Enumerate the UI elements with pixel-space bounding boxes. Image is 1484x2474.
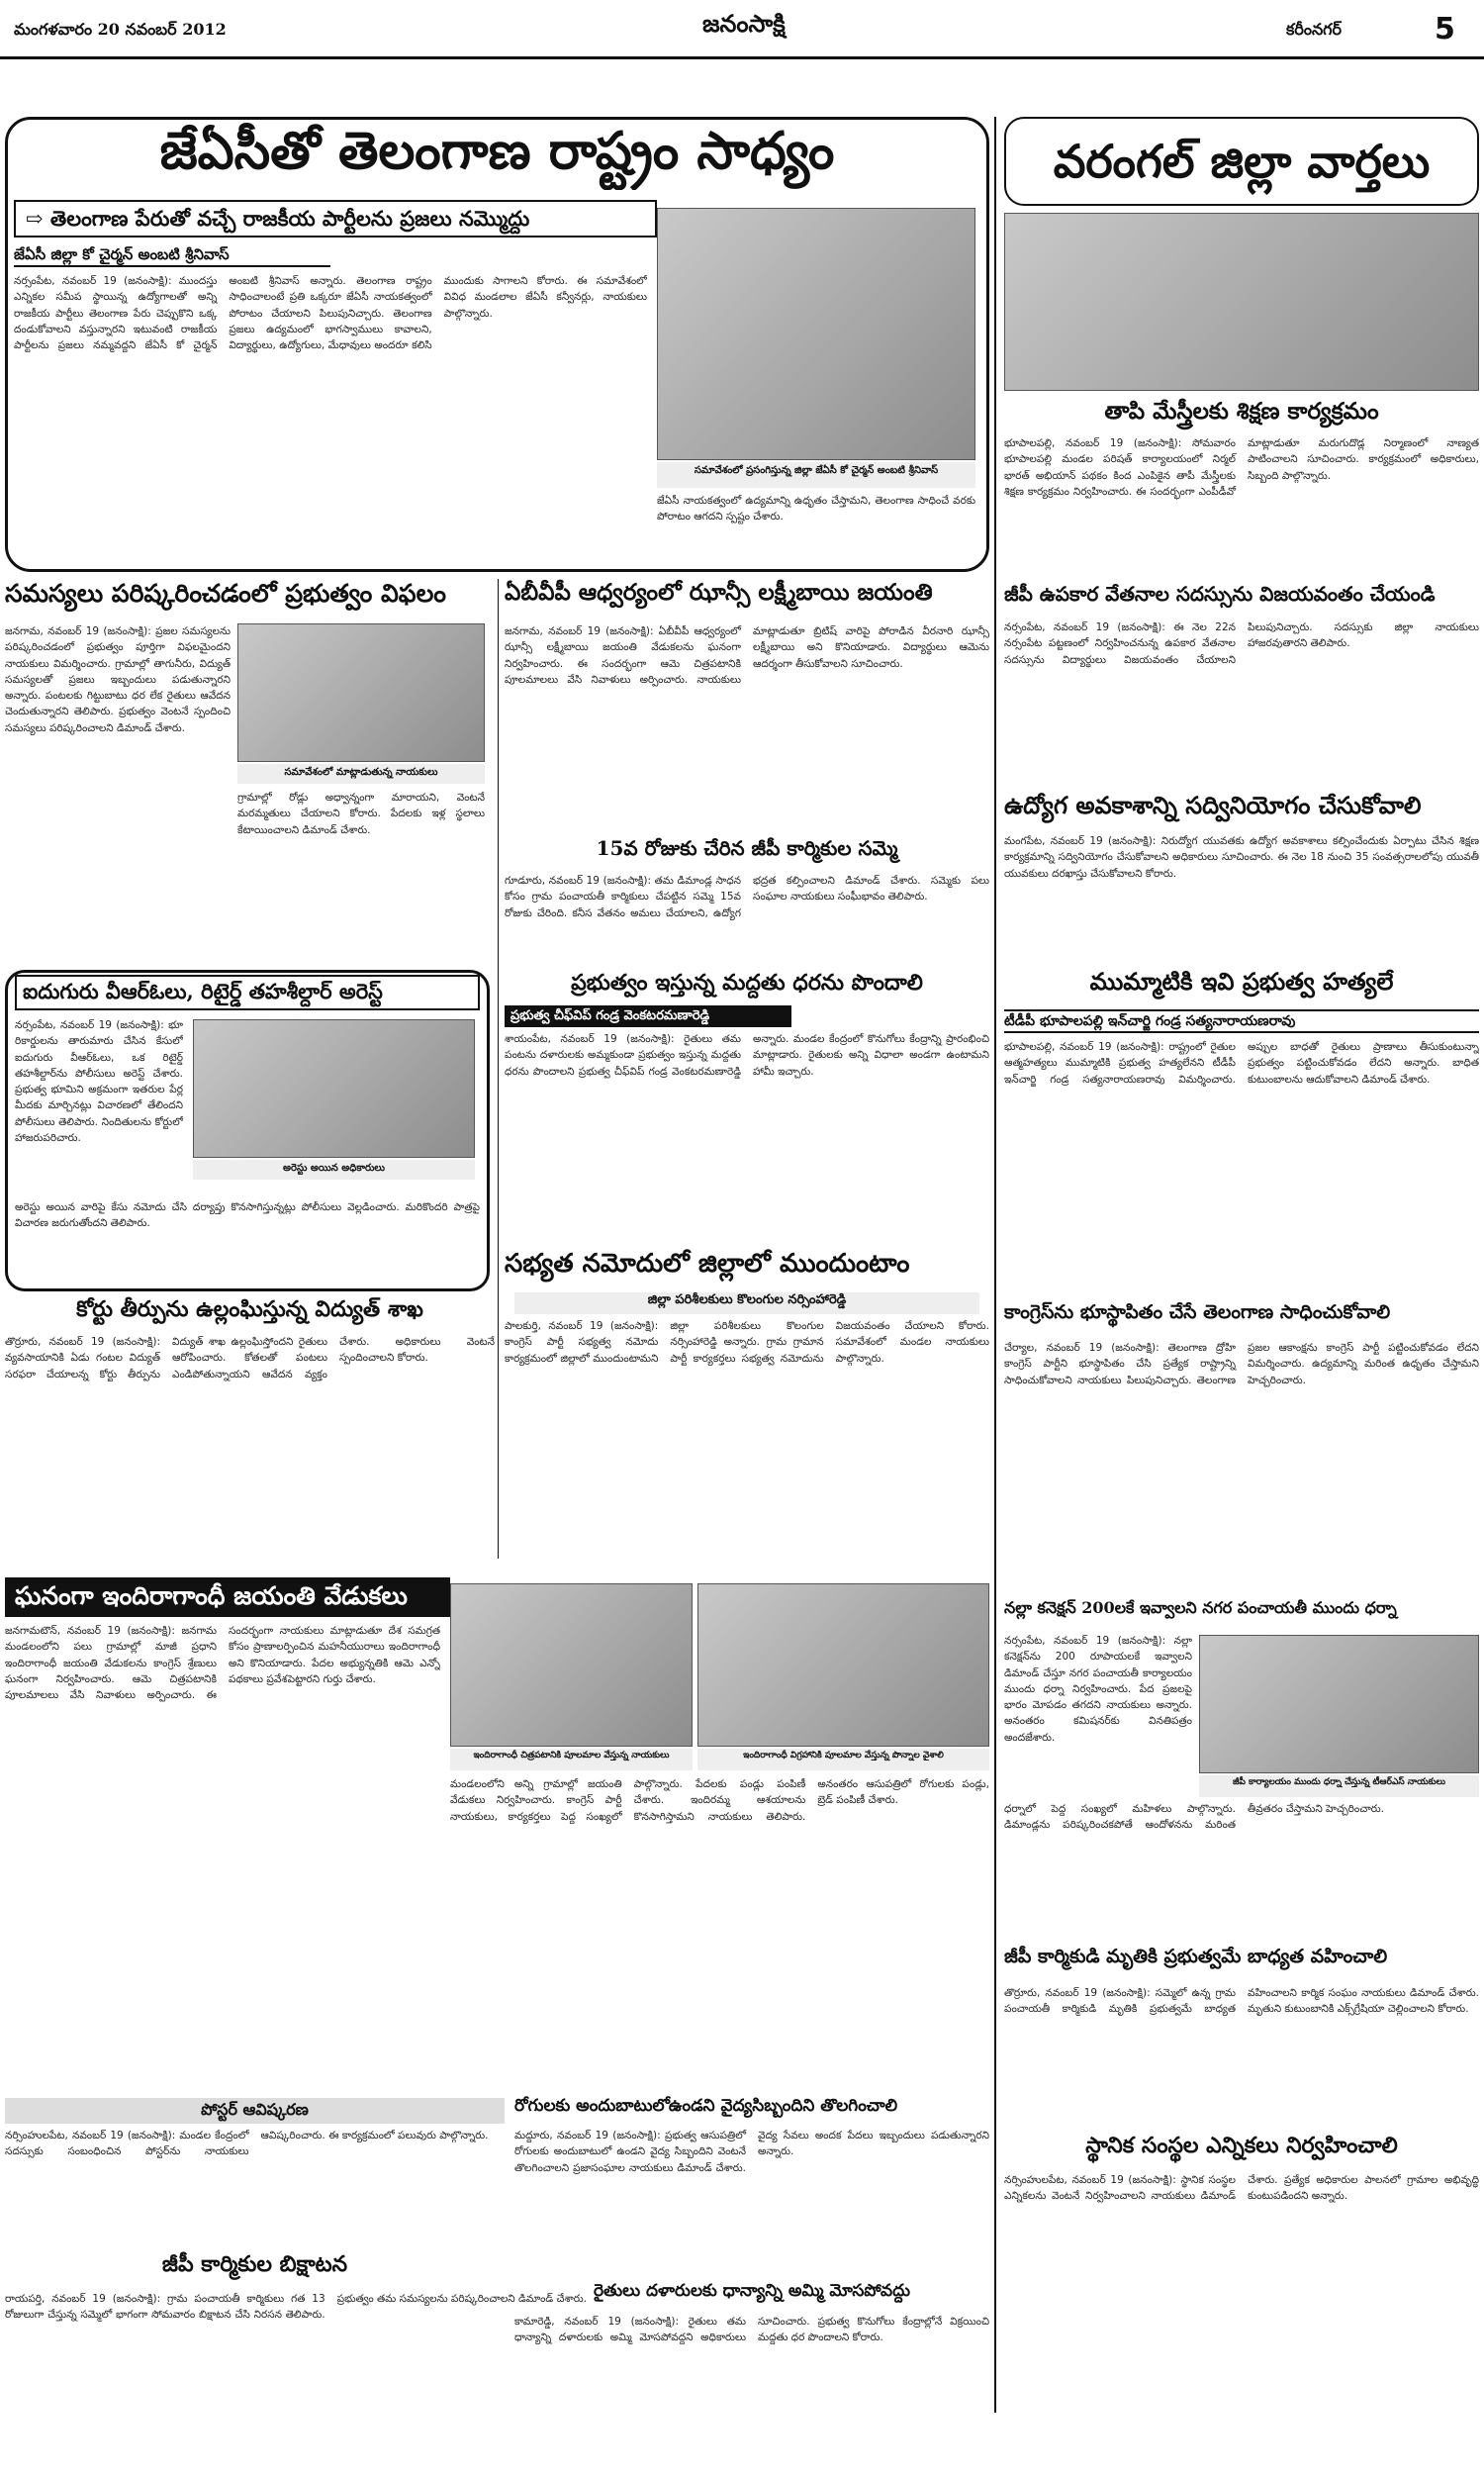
traders-text: కామారెడ్డి, నవంబర్ 19 (జనంసాక్షి): రైతులు తమ ధాన్యాన్ని దళారులకు అమ్మి మోసపోవద్దని అధికారులు సూచించారు. ప్రభుత్వ కొనుగోలు కేంద్రాల్లోనే విక్రయించి మద్దతు ధర పొందాలని కోరారు.	[514, 2316, 989, 2344]
arrest-article-cont: అరెస్టు అయిన వారిపై కేసు నమోదు చేసి దర్యాప్తు కొనసాగిస్తున్నట్లు పోలీసులు వెల్లడించారు. మరికొందరి పాత్రపై విచారణ జరుగుతోందని తెలిపారు.	[15, 1201, 480, 1230]
jhansi-head: ఏబీవీపీ ఆధ్వర్యంలో ఝాన్సీ లక్ష్మీబాయి జయంతి	[505, 579, 933, 606]
decency-head: సభ్యత నమోదులో జిల్లాలో ముందుంటాం	[505, 1249, 910, 1279]
strike-text: గూడూరు, నవంబర్ 19 (జనంసాక్షి): తమ డిమాండ్ల సాధన కోసం గ్రామ పంచాయతీ కార్మికులు చేపట్టిన సమ్మె 15వ రోజుకు చేరింది. కనీస వేతనం అమలు చేయాలని, ఉద్యోగ భద్రత కల్పించాలని డిమాండ్ చేశారు. సమ్మెకు పలు సంఘాల నాయకులు సంఘీభావం తెలిపారు.	[505, 875, 989, 919]
jhansi-article	[505, 623, 989, 831]
edition-name: కరీంనగర్	[1286, 20, 1343, 39]
killings-head: ముమ్మాటికి ఇవి ప్రభుత్వ హత్యలే	[1089, 968, 1394, 996]
column-rule	[498, 579, 499, 1559]
local-text: నర్సింహులపేట, నవంబర్ 19 (జనంసాక్షి): స్థానిక సంస్థల ఎన్నికలను వెంటనే నిర్వహించాలని నాయకులు డిమాండ్ చేశారు. ప్రత్యేక అధికారుల పాలనలో గ్రామాల అభివృద్ధి కుంటుపడిందని అన్నారు.	[1004, 2174, 1479, 2203]
nalla-article	[1004, 1633, 1192, 1791]
poster-article	[5, 2128, 505, 2246]
lead-photo	[657, 208, 975, 460]
indira-text: జనగామటౌన్, నవంబర్ 19 (జనంసాక్షి): జనగామ మండలంలోని పలు గ్రామాల్లో మాజీ ప్రధాని ఇందిరాగాంధీ జయంతి వేడుకలను కాంగ్రెస్ శ్రేణులు ఘనంగా నిర్వహించారు. ఆమె చిత్రపటానికి పూలమాలలు వేసి నివాళులు అర్పించారు. ఈ సందర్భంగా నాయకులు మాట్లాడుతూ దేశ సమగ్రత కోసం ప్రాణాలర్పించిన మహనీయురాలు ఇందిరాగాంధీ అని కొనియాడారు. పేదల అభ్యున్నతికి ఆమె ఎన్నో పథకాలు ప్రవేశపెట్టారని గుర్తు చేశారు.	[5, 1625, 440, 1702]
indira-photo-1	[450, 1583, 693, 1747]
arrow-icon: ⇨	[26, 206, 50, 231]
warangal-story3-head: ఉద్యోగ అవకాశాన్ని సద్వినియోగం చేసుకోవాలి	[1004, 792, 1422, 819]
arrest-article	[15, 1017, 183, 1195]
newspaper-logo: జనంసాక్షి	[702, 10, 786, 38]
gp-death-text: తొర్రూరు, నవంబర్ 19 (జనంసాక్షి): సమ్మెలో ఉన్న గ్రామ పంచాయతీ కార్మికుడి మృతికి ప్రభుత్వమే బాధ్యత వహించాలని కార్మిక సంఘం నాయకులు డిమాండ్ చేశారు. మృతుని కుటుంబానికి ఎక్స్‌గ్రేషియా చెల్లించాలని కోరారు.	[1004, 1987, 1479, 2016]
arrest-text: నర్సంపేట, నవంబర్ 19 (జనంసాక్షి): భూ రికార్డులను తారుమారు చేసిన కేసులో ఐదుగురు వీఆర్ఓలు, ఒక రిటైర్డ్ తహశీల్దార్‌ను పోలీసులు అరెస్ట్ చేశారు. ప్రభుత్వ భూమిని అక్రమంగా ఇతరుల పేర్ల మీదకు మార్చినట్లు విచారణలో తేలిందని పోలీసులు తెలిపారు. నిందితులను కోర్టులో హాజరుపరిచారు.	[15, 1019, 183, 1144]
nalla-text: నర్సంపేట, నవంబర్ 19 (జనంసాక్షి): నల్లా కనెక్షన్‌ను 200 రూపాయలకే ఇవ్వాలని డిమాండ్ చేస్తూ నగర పంచాయతీ కార్యాలయం ముందు ధర్నా నిర్వహించారు. పేద ప్రజలపై భారం మోపడం తగదని నాయకులు అన్నారు. అనంతరం కమిషనర్‌కు వినతిపత్రం అందజేశారు.	[1004, 1635, 1192, 1744]
warangal-story1-text: భూపాలపల్లి, నవంబర్ 19 (జనంసాక్షి): సోమవారం భూపాలపల్లి మండల పరిషత్ కార్యాలయంలో నిర్మల్ భారత్ అభియాన్ పథకం కింద ఎంపికైన తాపీ మేస్త్రీలకు శిక్షణ కార్యక్రమం నిర్వహించారు. ఈ సందర్భంగా ఎంపీడీవో మాట్లాడుతూ మరుగుదొడ్ల నిర్మాణంలో నాణ్యత పాటించాలని సూచించారు. కార్యక్రమంలో అధికారులు, సిబ్బంది పాల్గొన్నారు.	[1004, 437, 1479, 498]
indira-article	[5, 1623, 440, 2068]
local-head: స్థానిక సంస్థల ఎన్నికలు నిర్వహించాలి	[1085, 2133, 1398, 2158]
failure-text: జనగామ, నవంబర్ 19 (జనంసాక్షి): ప్రజల సమస్యలను పరిష్కరించడంలో ప్రభుత్వం పూర్తిగా విఫలమైందని నాయకులు విమర్శించారు. గ్రామాల్లో తాగునీరు, విద్యుత్ సమస్యలతో ప్రజలు ఇబ్బందులు పడుతున్నారని అన్నారు. పంటలకు గిట్టుబాటు ధర లేక రైతులు ఆవేదన చెందుతున్నారని తెలిపారు. ప్రభుత్వం వెంటనే స్పందించి సమస్యలు పరిష్కరించాలని డిమాండ్ చేశారు.	[5, 625, 231, 734]
diseases-article	[514, 2128, 989, 2276]
gp-workers-head: జీపీ కార్మికుల బిక్షాటన	[161, 2251, 348, 2277]
traders-article	[514, 2314, 989, 2423]
support-text: శాయంపేట, నవంబర్ 19 (జనంసాక్షి): రైతులు తమ పంటను దళారులకు అమ్మకుండా ప్రభుత్వం ఇస్తున్న మద్దతు ధరను పొందాలని ప్రభుత్వ చీఫ్‌విప్ గండ్ర వెంకటరమణారెడ్డి అన్నారు. మండల కేంద్రంలో కొనుగోలు కేంద్రాన్ని ప్రారంభించి మాట్లాడారు. రైతులకు అన్ని విధాలా అండగా ఉంటామని హామీ ఇచ్చారు.	[505, 1033, 989, 1078]
issue-date: మంగళవారం 20 నవంబర్ 2012	[14, 20, 227, 39]
strike-article	[505, 873, 989, 962]
killings-tag: టీడీపీ భూపాలపల్లి ఇన్‌చార్జి గండ్ర సత్యనారాయణరావు	[1004, 1009, 1479, 1033]
indira-head: ఘనంగా ఇందిరాగాంధీ జయంతి వేడుకలు	[5, 1577, 450, 1617]
warangal-story1	[1004, 435, 1479, 574]
masthead	[0, 0, 1484, 59]
lead-subheadline: తెలంగాణ పేరుతో వచ్చే రాజకీయ పార్టీలను ప్రజలు నమ్మొద్దు	[49, 206, 530, 231]
gp-death-article	[1004, 1985, 1479, 2129]
arrest-head: ఐదుగురు వీఆర్ఓలు, రిటైర్డ్ తహశీల్దార్ అరెస్ట్	[15, 975, 480, 1010]
traders-head: రైతులు దళారులకు ధాన్యాన్ని అమ్మి మోసపోవద్దు	[593, 2281, 911, 2301]
decency-article	[505, 1318, 989, 1570]
page-number: 5	[1435, 12, 1455, 47]
warangal-banner: వరంగల్ జిల్లా వార్తలు	[1004, 117, 1479, 206]
diseases-head: రోగులకు అందుబాటులోఉండని వైద్యసిబ్బందిని తొలగించాలి	[514, 2096, 898, 2116]
warangal-story2-text: నర్సంపేట, నవంబర్ 19 (జనంసాక్షి): ఈ నెల 22న నర్సంపేట పట్టణంలో నిర్వహించనున్న ఉపకార వేతనాల సదస్సును విద్యార్థులు విజయవంతం చేయాలని పిలుపునిచ్చారు. సదస్సుకు జిల్లా నాయకులు హాజరవుతారని తెలిపారు.	[1004, 621, 1479, 666]
gp-death-head: జీపీ కార్మికుడి మృతికి ప్రభుత్వమే బాధ్యత వహించాలి	[1004, 1946, 1388, 1967]
lead-subheadline-bar	[14, 200, 657, 238]
arrest-photo-caption: అరెస్టు అయిన అధికారులు	[193, 1160, 475, 1180]
bhoomi-head: కాంగ్రెస్‌ను భూస్థాపితం చేసే తెలంగాణ సాధించుకోవాలి	[1004, 1301, 1391, 1323]
lead-text: నర్సంపేట, నవంబర్ 19 (జనంసాక్షి): ముందస్తు ఎన్నికల సమీప స్థాయిన్న ఉద్యోగాలతో అన్ని రాజకీయ పార్టీలు తెలంగాణ పేరు చెప్పుకొని ఒక్క దండుకోవాలని వస్తున్నారని ఇటువంటి రాజకీయ పార్టీలను ప్రజలు నమ్మవద్దని జేఏసీ కో చైర్మన్ అంబటి శ్రీనివాస్ అన్నారు. తెలంగాణ రాష్ట్రం సాధించాలంటే ప్రతి ఒక్కరూ జేఏసీ నాయకత్వంలో పోరాటం చేయాలని పిలుపునిచ్చారు. తెలంగాణ ప్రజలు ఉద్యమంలో భాగస్వాములు కావాలని, విద్యార్థులు, ఉద్యోగులు, మేధావులు అందరూ కలిసి ముందుకు సాగాలని కోరారు. ఈ సమావేశంలో వివిధ మండలాల జేఏసీ కన్వీనర్లు, నాయకులు పాల్గొన్నారు.	[14, 275, 647, 352]
support-article	[505, 1031, 989, 1234]
warangal-story3	[1004, 833, 1479, 957]
electricity-article	[5, 1334, 495, 1571]
support-head: ప్రభుత్వం ఇస్తున్న మద్దతు ధరను పొందాలి	[571, 970, 923, 996]
nalla-photo-caption: జీపీ కార్యాలయం ముందు ధర్నా చేస్తున్న టీఆర్ఎస్ నాయకులు	[1199, 1775, 1479, 1797]
warangal-story2	[1004, 619, 1479, 788]
failure-head: సమస్యలు పరిష్కరించడంలో ప్రభుత్వం విఫలం	[5, 579, 446, 608]
jhansi-text: జనగామ, నవంబర్ 19 (జనంసాక్షి): ఏబీవీపీ ఆధ్వర్యంలో ఝాన్సీ లక్ష్మీబాయి జయంతి వేడుకలను ఘనంగా నిర్వహించారు. ఈ సందర్భంగా ఆమె చిత్రపటానికి పూలమాలలు వేసి నివాళులు అర్పించారు. నాయకులు మాట్లాడుతూ బ్రిటిష్ వారిపై పోరాడిన వీరనారి ఝాన్సీ లక్ష్మీబాయి అని కొనియాడారు. విద్యార్థులు ఆమెను ఆదర్శంగా తీసుకోవాలని సూచించారు.	[505, 625, 989, 686]
electricity-head: కోర్టు తీర్పును ఉల్లంఘిస్తున్న విద్యుత్ శాఖ	[76, 1296, 423, 1322]
failure-article-cont: గ్రామాల్లో రోడ్లు అధ్వాన్నంగా మారాయని, వెంటనే మరమ్మతులు చేయాలని కోరారు. పేదలకు ఇళ్ల స్థలాలు కేటాయించాలని డిమాండ్ చేశారు.	[237, 792, 485, 836]
indira-photo-2	[697, 1583, 989, 1747]
warangal-story2-head: జీపీ ఉపకార వేతనాల సదస్సును విజయవంతం చేయండి	[1004, 582, 1436, 606]
bhoomi-text: చేర్యాల, నవంబర్ 19 (జనంసాక్షి): తెలంగాణ ద్రోహి కాంగ్రెస్ పార్టీని భూస్థాపితం చేసి ప్రత్యేక రాష్ట్రాన్ని సాధించుకోవాలని నాయకులు పిలుపునిచ్చారు. తెలంగాణ ప్రజల ఆకాంక్షను కాంగ్రెస్ పార్టీ పట్టించుకోవడం లేదని విమర్శించారు. ఉద్యమాన్ని మరింత ఉధృతం చేస్తామని హెచ్చరించారు.	[1004, 1342, 1479, 1386]
decency-text: పాలకుర్తి, నవంబర్ 19 (జనంసాక్షి): కాంగ్రెస్ పార్టీ సభ్యత్వ నమోదు కార్యక్రమంలో జిల్లాలో ముందుంటామని జిల్లా పరిశీలకులు కొలంగుల నర్సింహారెడ్డి అన్నారు. గ్రామ గ్రామాన పార్టీ కార్యకర్తలు సభ్యత్వ నమోదును విజయవంతం చేయాలని కోరారు. సమావేశంలో మండల నాయకులు పాల్గొన్నారు.	[505, 1320, 989, 1365]
column-rule	[994, 117, 996, 2413]
poster-text: నర్సింహులపేట, నవంబర్ 19 (జనంసాక్షి): మండల కేంద్రంలో సదస్సుకు సంబంధించిన పోస్టర్‌ను నాయకులు ఆవిష్కరించారు. ఈ కార్యక్రమంలో పలువురు పాల్గొన్నారు.	[5, 2130, 489, 2158]
lead-article	[14, 273, 647, 560]
killings-article	[1004, 1039, 1479, 1296]
nalla-head: నల్లా కనెక్షన్ 200లకే ఇవ్వాలని నగర పంచాయతీ ముందు ధర్నా	[1004, 1598, 1397, 1617]
lead-photo-caption: సమావేశంలో ప్రసంగిస్తున్న జిల్లా జేఏసీ కో చైర్మన్ అంబటి శ్రీనివాస్	[657, 462, 975, 488]
warangal-story3-text: మంగపేట, నవంబర్ 19 (జనంసాక్షి): నిరుద్యోగ యువతకు ఉద్యోగ అవకాశాలు కల్పించేందుకు ఏర్పాటు చేసిన శిక్షణ కార్యక్రమాన్ని సద్వినియోగం చేసుకోవాలని అధికారులు సూచించారు. ఈ నెల 18 నుంచి 35 సంవత్సరాలలోపు యువతీ యువకులు దరఖాస్తు చేసుకోవాలని కోరారు.	[1004, 835, 1479, 880]
electricity-text: తొర్రూరు, నవంబర్ 19 (జనంసాక్షి): వ్యవసాయానికి ఏడు గంటల విద్యుత్ సరఫరా చేయాలన్న కోర్టు తీర్పును విద్యుత్ శాఖ ఉల్లంఘిస్తోందని రైతులు ఆరోపించారు. కోతలతో పంటలు ఎండిపోతున్నాయని ఆవేదన వ్యక్తం చేశారు. అధికారులు వెంటనే స్పందించాలని కోరారు.	[5, 1336, 495, 1380]
failure-article	[5, 623, 231, 960]
strike-head: 15వ రోజుకు చేరిన జీపీ కార్మికుల సమ్మె	[596, 836, 898, 860]
diseases-text: మద్దూరు, నవంబర్ 19 (జనంసాక్షి): ప్రభుత్వ ఆసుపత్రిలో రోగులకు అందుబాటులో ఉండని వైద్య సిబ్బందిని వెంటనే తొలగించాలని ప్రజాసంఘాల నాయకులు డిమాండ్ చేశారు. వైద్య సేవలు అందక పేదలు ఇబ్బందులు పడుతున్నారని అన్నారు.	[514, 2130, 989, 2174]
killings-text: భూపాలపల్లి, నవంబర్ 19 (జనంసాక్షి): రాష్ట్రంలో రైతుల ఆత్మహత్యలు ముమ్మాటికి ప్రభుత్వ హత్యలేనని టీడీపీ ఇన్‌చార్జి గండ్ర సత్యనారాయణరావు విమర్శించారు. అప్పుల బాధతో రైతులు ప్రాణాలు తీసుకుంటున్నా ప్రభుత్వం పట్టించుకోవడం లేదని అన్నారు. బాధిత కుటుంబాలను ఆదుకోవాలని డిమాండ్ చేశారు.	[1004, 1041, 1479, 1086]
warangal-photo	[1004, 213, 1479, 391]
warangal-story1-head: తాపి మేస్త్రీలకు శిక్షణ కార్యక్రమం	[1104, 398, 1379, 425]
arrest-photo	[193, 1019, 475, 1158]
local-article	[1004, 2172, 1479, 2370]
bhoomi-article	[1004, 1340, 1479, 1592]
failure-photo	[237, 623, 485, 762]
indira-article-cont: మండలంలోని అన్ని గ్రామాల్లో జయంతి వేడుకలు నిర్వహించారు. కాంగ్రెస్ పార్టీ నాయకులు, కార్యకర్తలు పెద్ద సంఖ్యలో పాల్గొన్నారు. పేదలకు పండ్లు పంపిణీ చేశారు. ఇందిరమ్మ ఆశయాలను కొనసాగిస్తామని నాయకులు తెలిపారు. అనంతరం ఆసుపత్రిలో రోగులకు పండ్లు, బ్రెడ్ పంపిణీ చేశారు.	[450, 1778, 989, 1823]
lead-headline: జేఏసీతో తెలంగాణ రాష్ట్రం సాధ్యం	[159, 121, 835, 181]
nalla-photo	[1199, 1635, 1479, 1773]
lead-kicker: జేఏసీ జిల్లా కో చైర్మన్ అంబటి శ్రీనివాస్	[14, 245, 330, 267]
indira-photo-1-caption: ఇందిరాగాంధీ చిత్రపటానికి పూలమాల వేస్తున్న నాయకులు	[450, 1749, 693, 1770]
gp-workers-text: రాయపర్తి, నవంబర్ 19 (జనంసాక్షి): గ్రామ పంచాయతీ కార్మికులు గత 13 రోజులుగా చేస్తున్న సమ్మెలో భాగంగా సోమవారం బిక్షాటన చేసి నిరసన తెలిపారు. ప్రభుత్వం తమ సమస్యలను పరిష్కరించాలని డిమాండ్ చేశారు.	[5, 2293, 587, 2322]
indira-photo-2-caption: ఇందిరాగాంధీ విగ్రహానికి పూలమాల వేస్తున్న పొన్నాల వైశాలి	[697, 1749, 989, 1770]
decency-tag: జిల్లా పరిశీలకులు కొలంగుల నర్సింహారెడ్డి	[514, 1292, 979, 1314]
poster-head: పోస్టర్ ఆవిష్కరణ	[5, 2098, 505, 2124]
lead-article-cont: జేఏసీ నాయకత్వంలో ఉద్యమాన్ని ఉధృతం చేస్తామని, తెలంగాణ సాధించే వరకు పోరాటం ఆగదని స్పష్టం చేశారు.	[657, 495, 975, 523]
failure-photo-caption: సమావేశంలో మాట్లాడుతున్న నాయకులు	[237, 764, 485, 784]
support-tag: ప్రభుత్వ చీఫ్‌విప్ గండ్ర వెంకటరమణారెడ్డి	[505, 1005, 791, 1027]
nalla-article-cont: ధర్నాలో పెద్ద సంఖ్యలో మహిళలు పాల్గొన్నారు. డిమాండ్లను పరిష్కరించకపోతే ఆందోళనను మరింత తీవ్రతరం చేస్తామని హెచ్చరించారు.	[1004, 1803, 1384, 1832]
